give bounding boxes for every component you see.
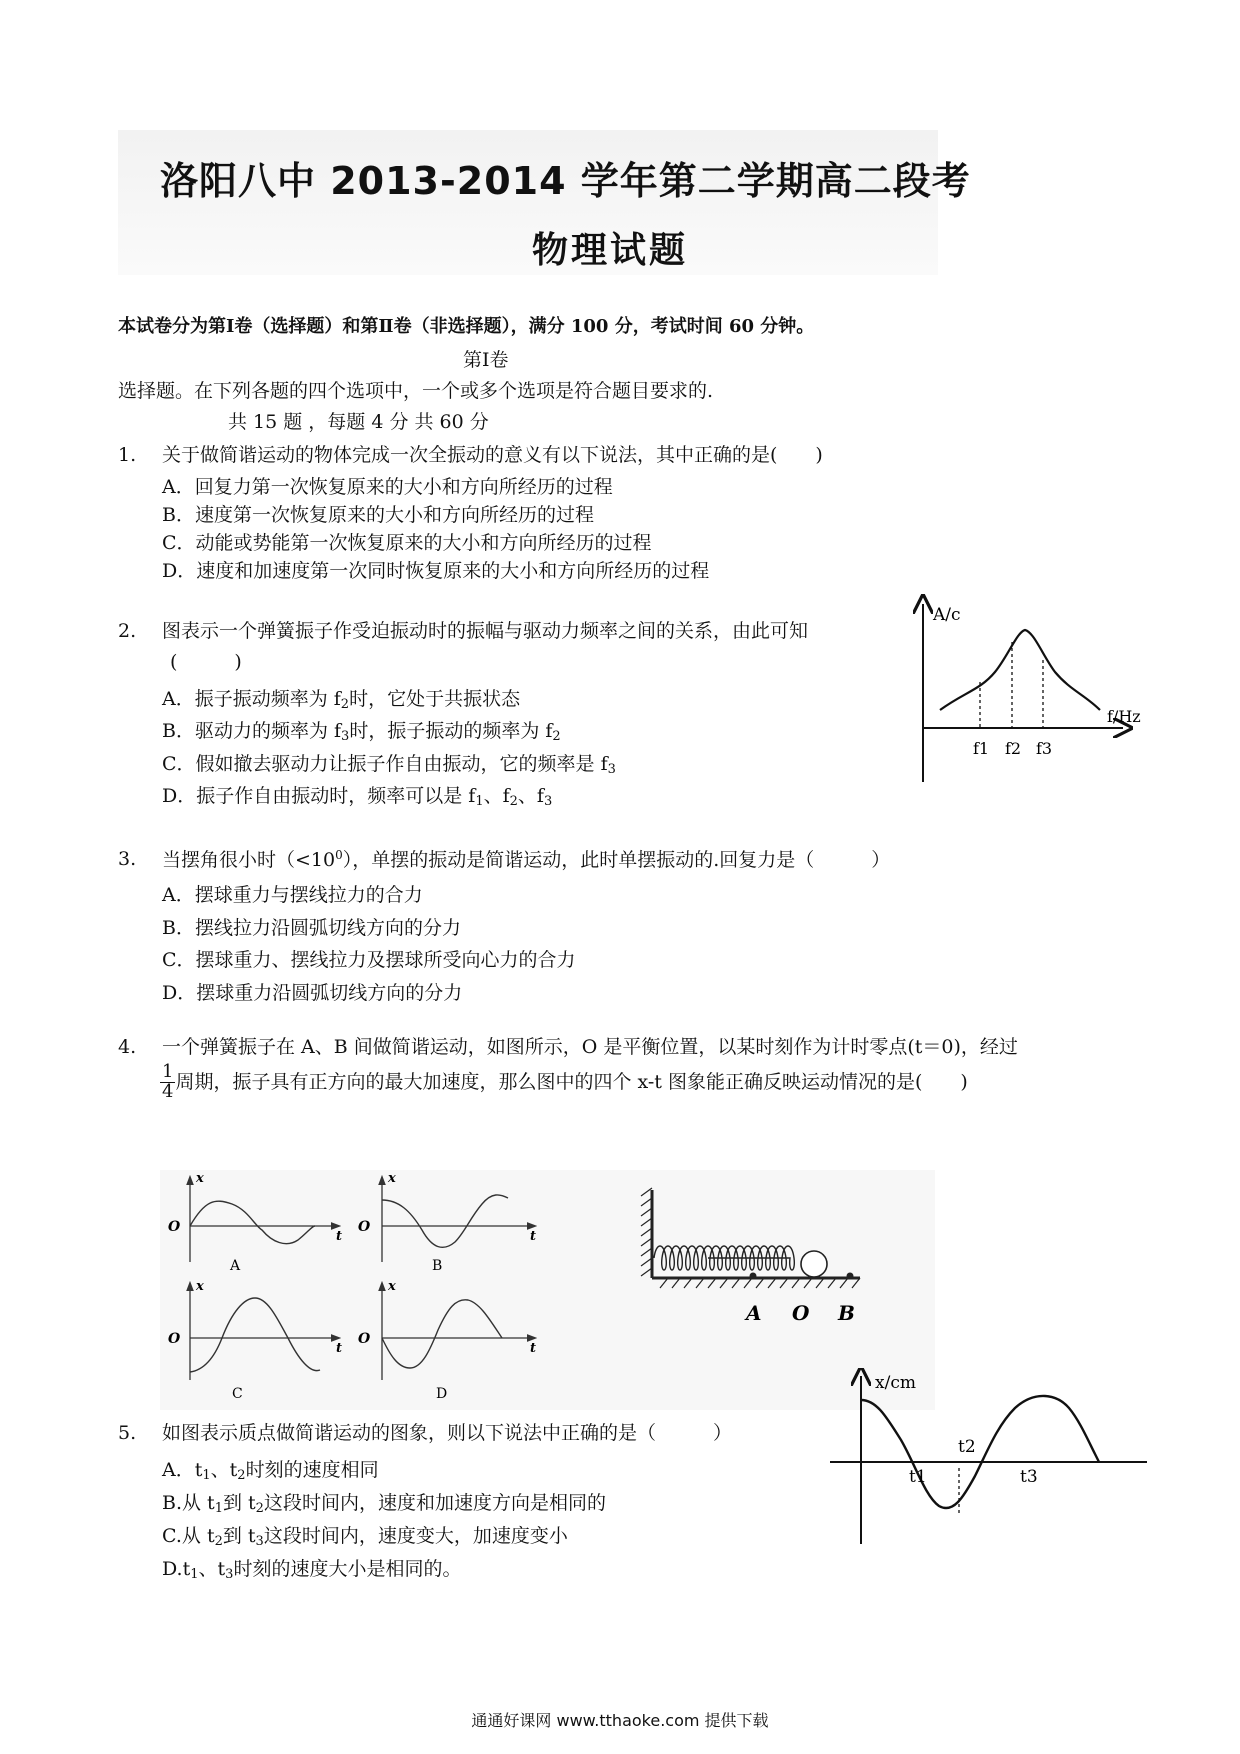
q2-option-c: C．假如撤去驱动力让振子作自由振动，它的频率是 $f_3$ <box>162 753 616 777</box>
q3-option-c: C．摆球重力、摆线拉力及摆球所受向心力的合力 <box>162 949 576 971</box>
graph-b-x-label: x <box>388 1171 396 1186</box>
point-b-dot <box>847 1273 854 1280</box>
q1-number: 1. <box>118 444 137 466</box>
q2-stem-bracket: ( ) <box>170 651 242 673</box>
q5-option-d: $D.t_1$、$t_3$时刻的速度大小是相同的。 <box>162 1558 462 1582</box>
tick-f1: f1 <box>973 739 990 758</box>
graph-b-origin: O <box>358 1219 371 1235</box>
q4-stem-cont: $\frac{1}{4}$ 周期，振子具有正方向的最大加速度，那么图中的四个 x-t 图象能正确反映运动情况的是( ) <box>162 1061 968 1102</box>
displacement-time-figure <box>825 1368 1155 1548</box>
graph-a-label: A <box>230 1258 241 1274</box>
q1-option-b: B．速度第一次恢复原来的大小和方向所经历的过程 <box>162 504 594 526</box>
q2-stem: 图表示一个弹簧振子作受迫振动时的振幅与驱动力频率之间的关系，由此可知 <box>162 620 809 642</box>
graph-b-label: B <box>432 1258 443 1274</box>
q4-stem: 一个弹簧振子在 A、B 间做简谐运动，如图所示，O 是平衡位置，以某时刻作为计时零点(t＝0)，经过 <box>162 1036 1018 1058</box>
graph-d-origin: O <box>358 1331 371 1347</box>
exam-title: 洛阳八中 2013-2014 学年第二学期高二段考 <box>160 159 971 203</box>
graph-b-t-label: t <box>530 1229 537 1244</box>
q3-stem: 当摆角很小时$(<10^0)$，单摆的振动是简谐运动，此时单摆振动的.回复力是（ ） <box>162 848 891 871</box>
graph-a-x-label: x <box>196 1171 204 1186</box>
q3-number: 3. <box>118 848 137 870</box>
graph-d-t-label: t <box>530 1341 537 1356</box>
point-a-label: A <box>746 1301 762 1325</box>
graph-c-x-label: x <box>196 1279 204 1294</box>
instruction: 选择题。在下列各题的四个选项中，一个或多个选项是符合题目要求的. <box>118 380 714 402</box>
q3-option-a: A．摆球重力与摆线拉力的合力 <box>162 884 423 906</box>
scoring: 共 15 题 ，每题 4 分 共 60 分 <box>228 411 489 433</box>
q2-number: 2. <box>118 620 137 642</box>
q2-option-a: A．振子振动频率为 $f_2$时，它处于共振状态 <box>162 688 521 712</box>
graph-c-origin: O <box>168 1331 181 1347</box>
t3-label: t3 <box>1020 1467 1038 1487</box>
graph-c-label: C <box>232 1386 243 1402</box>
y-axis-label: x/cm <box>875 1373 916 1393</box>
q1-option-d: D．速度和加速度第一次同时恢复原来的大小和方向所经历的过程 <box>162 560 710 582</box>
q5-option-b: B.从 $t_1$到 $t_2$这段时间内，速度和加速度方向是相同的 <box>162 1492 606 1516</box>
resonance-curve <box>940 630 1100 710</box>
graph-d-x-label: x <box>388 1279 396 1294</box>
graph-a <box>168 1171 342 1274</box>
graph-d-label: D <box>436 1386 448 1402</box>
y-axis-label: A/c <box>933 605 961 625</box>
spring-oscillator <box>641 1188 860 1325</box>
sine-curve <box>861 1396 1099 1508</box>
q5-option-a: A．$t_1$、$t_2$时刻的速度相同 <box>162 1459 379 1483</box>
part-label: 第Ⅰ卷 <box>463 349 509 371</box>
q3-option-d: D．摆球重力沿圆弧切线方向的分力 <box>162 982 463 1004</box>
resonance-curve-figure <box>905 592 1155 792</box>
point-o-label: O <box>792 1301 810 1325</box>
graph-d <box>358 1279 536 1402</box>
exam-subtitle: 物理试题 <box>532 230 689 271</box>
tick-f2: f2 <box>1005 739 1022 758</box>
oscillator-ball <box>801 1251 827 1277</box>
q5-option-c: C.从 $t_2$到 $t_3$这段时间内，速度变大，加速度变小 <box>162 1525 568 1549</box>
q4-number: 4. <box>118 1036 137 1058</box>
x-axis-label: f/Hz <box>1107 707 1141 726</box>
graph-c <box>168 1279 342 1402</box>
q5-number: 5. <box>118 1422 137 1444</box>
t1-label: t1 <box>909 1467 927 1487</box>
point-b-label: B <box>838 1301 855 1325</box>
q2-option-b: B．驱动力的频率为 $f_3$时，振子振动的频率为 $f_2$ <box>162 720 561 744</box>
graph-c-t-label: t <box>336 1341 343 1356</box>
q1-stem: 关于做简谐运动的物体完成一次全振动的意义有以下说法，其中正确的是( ) <box>162 444 823 466</box>
graph-a-origin: O <box>168 1219 181 1235</box>
tick-f3: f3 <box>1036 739 1053 758</box>
spring-coil <box>654 1246 794 1270</box>
t2-label: t2 <box>958 1437 976 1457</box>
q3-option-b: B．摆线拉力沿圆弧切线方向的分力 <box>162 917 461 939</box>
point-a-dot <box>750 1273 757 1280</box>
q2-option-d: D．振子作自由振动时，频率可以是 $f_1$、$f_2$、$f_3$ <box>162 785 553 809</box>
graph-a-t-label: t <box>336 1229 343 1244</box>
q5-stem: 如图表示质点做简谐运动的图象，则以下说法中正确的是（ ） <box>162 1422 733 1444</box>
exam-statement: 本试卷分为第Ⅰ卷（选择题）和第Ⅱ卷（非选择题），满分 100 分，考试时间 60 分钟。 <box>118 316 815 337</box>
q4-figures <box>160 1170 935 1410</box>
quarter-fraction: $\frac{1}{4}$ <box>162 1061 174 1102</box>
graph-b <box>358 1171 536 1274</box>
q1-option-a: A．回复力第一次恢复原来的大小和方向所经历的过程 <box>162 476 613 498</box>
q1-option-c: C．动能或势能第一次恢复原来的大小和方向所经历的过程 <box>162 532 652 554</box>
footer-source: 通通好课网 www.tthaoke.com 提供下载 <box>471 1711 769 1730</box>
